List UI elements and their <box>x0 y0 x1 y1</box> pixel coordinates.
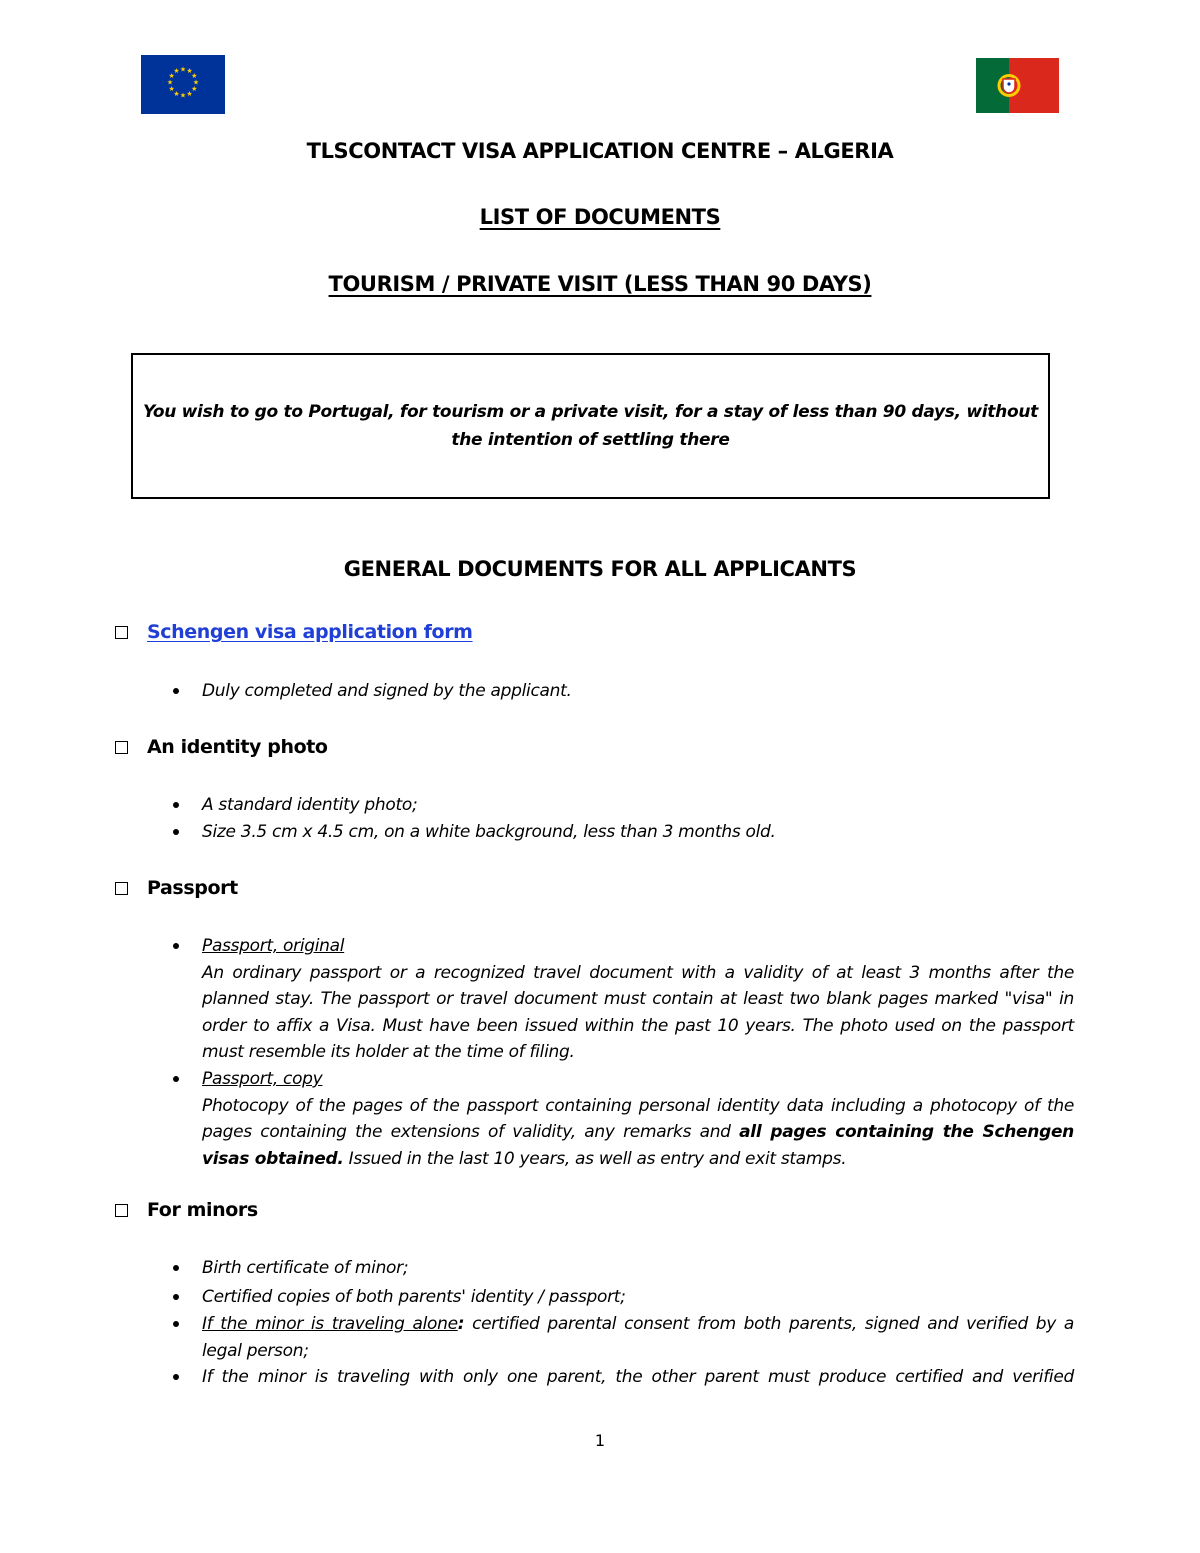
checkbox[interactable] <box>115 882 128 895</box>
svg-text:★: ★ <box>166 78 174 87</box>
svg-text:★: ★ <box>179 65 187 74</box>
checklist-item-photo <box>115 736 328 758</box>
checkbox[interactable] <box>115 1204 128 1217</box>
checklist-item-form <box>115 621 473 643</box>
list-item: Birth certificate of minor; <box>202 1255 1074 1282</box>
checklist-label: An identity photo <box>147 736 328 758</box>
section-title: GENERAL DOCUMENTS FOR ALL APPLICANTS <box>343 557 857 581</box>
svg-text:★: ★ <box>168 85 175 93</box>
list-title: LIST OF DOCUMENTS <box>479 205 721 229</box>
svg-text:★: ★ <box>186 89 193 98</box>
svg-text:★: ★ <box>173 67 180 76</box>
document-title: TLSCONTACT VISA APPLICATION CENTRE – ALGERIA <box>306 139 894 163</box>
page-number: 1 <box>594 1431 606 1450</box>
passport-copy-title: Passport, copy <box>202 1069 323 1089</box>
passport-original-title: Passport, original <box>202 936 345 956</box>
minor-alone-colon: : <box>457 1314 465 1334</box>
svg-text:★: ★ <box>186 67 193 76</box>
checklist-item-passport <box>115 877 238 899</box>
svg-text:★: ★ <box>192 78 200 87</box>
list-item: A standard identity photo; <box>202 792 1074 819</box>
list-item: If the minor is traveling with only one parent, the other parent must produce certified and verified <box>202 1364 1074 1391</box>
passport-copy-text-part: Photocopy of the pages of the passport containing personal identity data including a photocopy of the pages containing the extensions of validity, any remarks and <box>202 1095 1074 1142</box>
svg-text:★: ★ <box>173 89 180 98</box>
svg-text:★: ★ <box>191 72 198 80</box>
minor-alone-text: certified parental consent from both parents, signed and verified by a legal person; <box>202 1314 1074 1361</box>
checklist-label: For minors <box>147 1199 258 1221</box>
checkbox[interactable] <box>115 741 128 754</box>
list-item: Certified copies of both parents' identity / passport; <box>202 1284 1074 1311</box>
checklist-item-minors <box>115 1199 258 1221</box>
visa-category-title: TOURISM / PRIVATE VISIT (LESS THAN 90 DAYS) <box>328 272 872 296</box>
list-item: Size 3.5 cm x 4.5 cm, on a white background, less than 3 months old. <box>202 819 1074 846</box>
list-item-passport-copy <box>202 1066 1074 1172</box>
list-item: Duly completed and signed by the applicant. <box>202 678 1074 705</box>
portugal-flag-logo <box>976 58 1059 113</box>
svg-text:★: ★ <box>191 85 198 93</box>
intro-box <box>131 353 1050 499</box>
schengen-form-link[interactable]: Schengen visa application form <box>147 621 473 643</box>
passport-original-text: An ordinary passport or a recognized travel document with a validity of at least 3 months after the planned stay. The passport or travel document must contain at least two blank pages marked "visa" in order to affix a Visa. Must have been issued within the past 10 years. The photo used on the passport must resemble its holder at the time of filing. <box>202 962 1074 1062</box>
minor-alone-label: If the minor is traveling alone <box>202 1314 458 1334</box>
passport-copy-text-part: Issued in the last 10 years, as well as entry and exit stamps. <box>343 1148 847 1169</box>
passport-copy-text <box>202 1093 1074 1173</box>
eu-flag-logo <box>141 55 225 114</box>
list-item-minor-alone <box>202 1311 1074 1364</box>
passport-copy-text-bold: all pages containing the Schengen visas obtained. <box>202 1122 1074 1169</box>
checklist-label: Passport <box>147 877 238 899</box>
svg-text:★: ★ <box>168 72 175 80</box>
checkbox[interactable] <box>115 626 128 639</box>
list-item-passport-original <box>202 933 1074 1066</box>
intro-text: You wish to go to Portugal, for tourism or a private visit, for a stay of less than 90 days, without the intention of settling there <box>143 402 1038 450</box>
svg-text:★: ★ <box>179 91 187 100</box>
